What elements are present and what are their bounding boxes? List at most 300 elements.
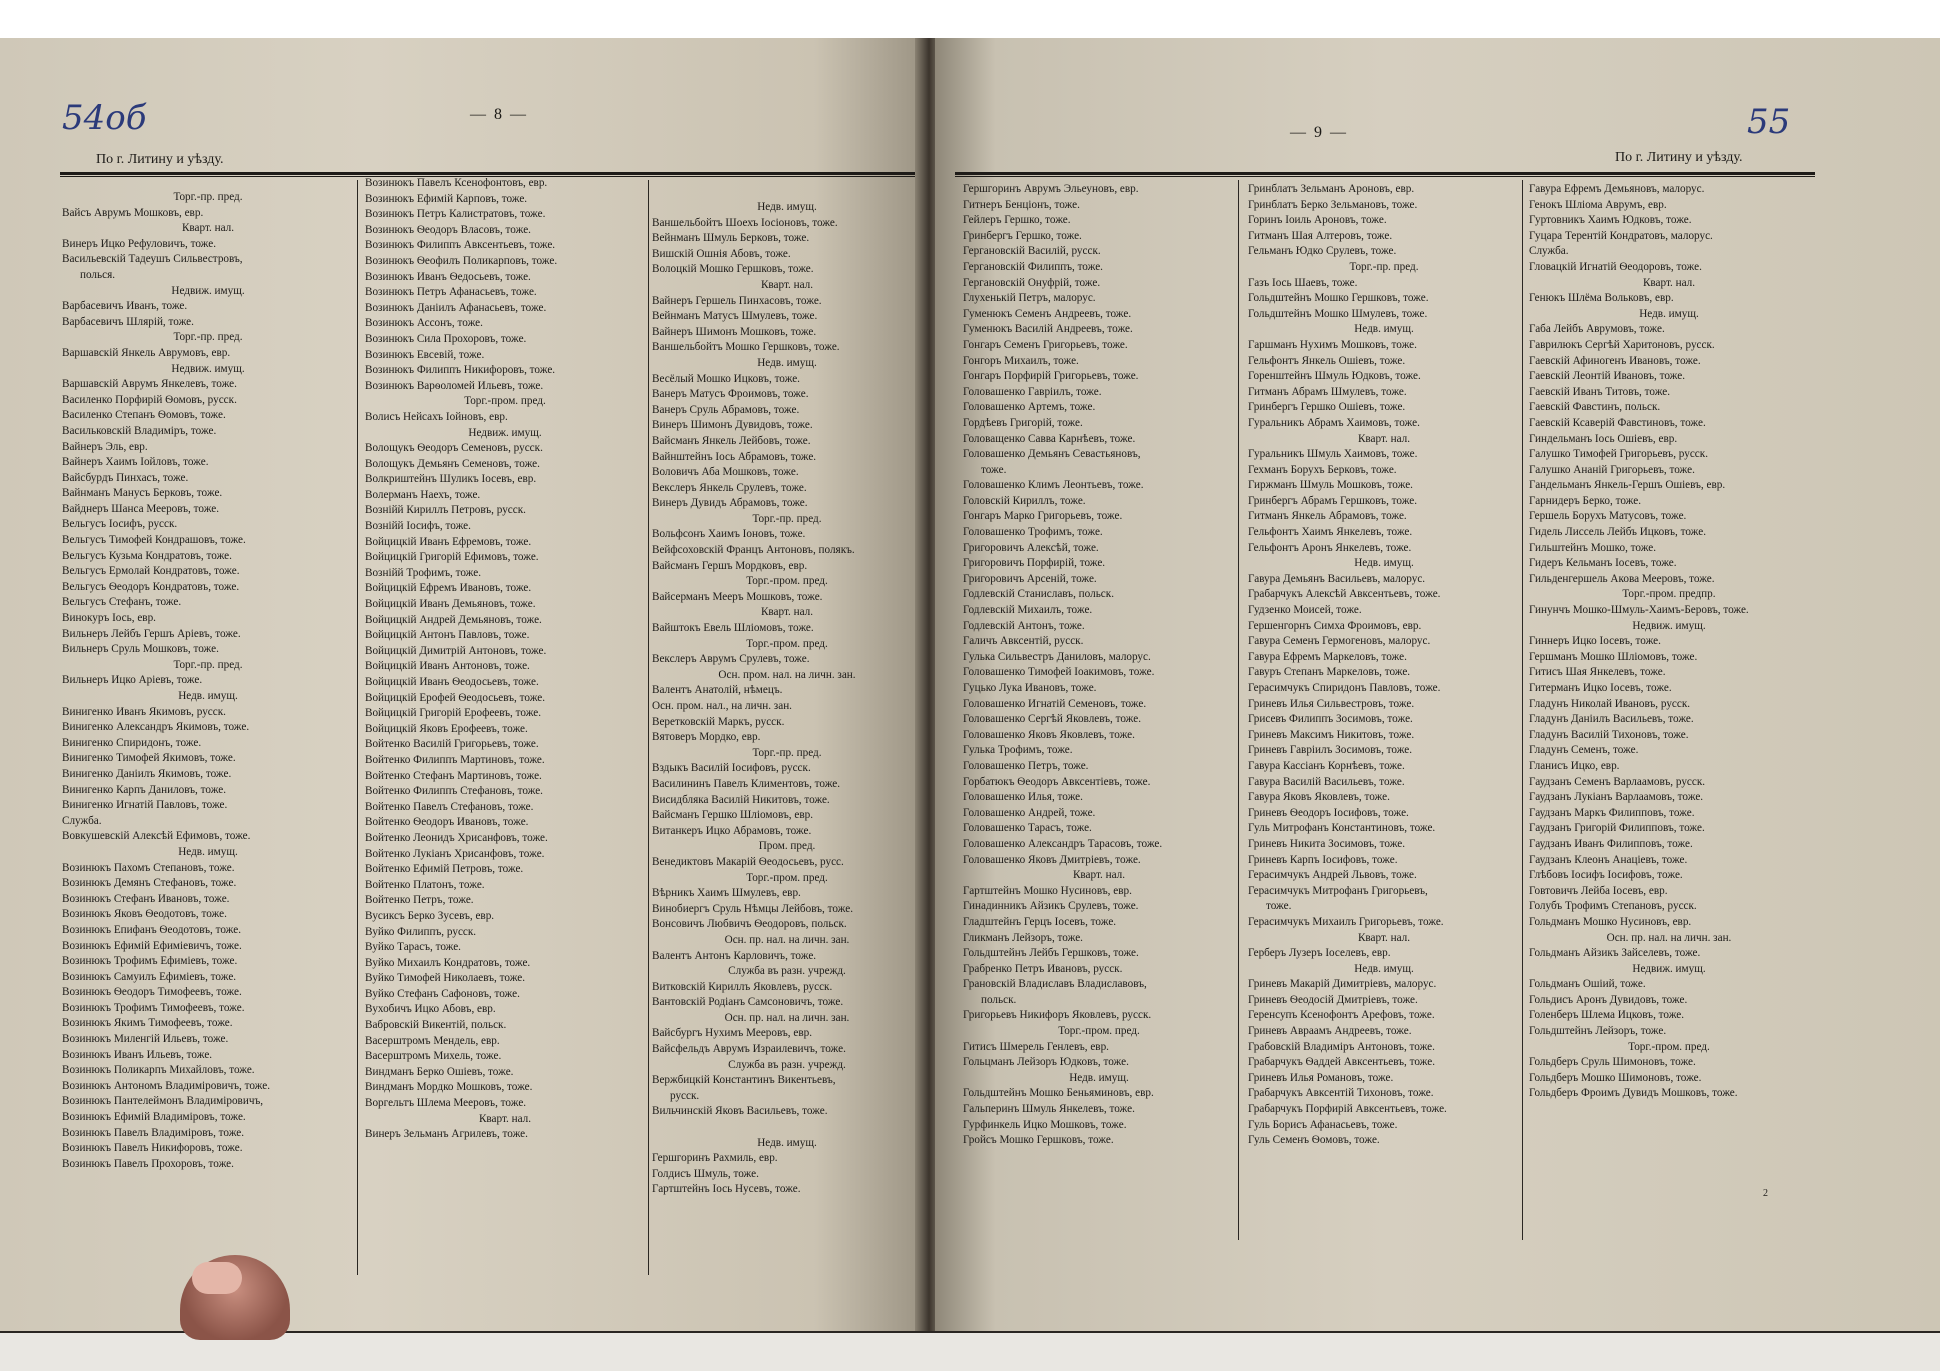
register-entry: Гуменюкъ Семенъ Андреевъ, тоже. [963, 307, 1132, 320]
register-entry: Вайсъ Аврумъ Мошковъ, евр. [62, 206, 204, 219]
register-entry: Головашенко Игнатій Семеновъ, тоже. [963, 697, 1147, 710]
register-entry: Головашенко Сергѣй Яковлевъ, тоже. [963, 713, 1142, 726]
register-entry: Гуральникъ Абрамъ Хаимовъ, тоже. [1248, 416, 1420, 429]
register-entry: Воргельтъ Шлема Мееровъ, тоже. [365, 1097, 527, 1110]
register-entry: Гершгоринъ Рахмиль, евр. [652, 1152, 778, 1165]
register-entry: Винеръ Шимонъ Дувидовъ, тоже. [652, 419, 813, 432]
register-entry: Гандельманъ Янкель-Гершъ Ошіевъ, евр. [1529, 479, 1726, 492]
register-entry: Вильнеръ Лейбъ Гершъ Аріевъ, тоже. [62, 627, 241, 640]
register-entry: Габа Лейбъ Аврумовъ, тоже. [1529, 323, 1665, 336]
register-entry: Гольдманъ Ошіий, тоже. [1529, 978, 1646, 991]
register-entry: Войтенко Филиппъ Мартиновъ, тоже. [365, 753, 545, 766]
header-rule-thin [955, 176, 1815, 177]
page-number: — 8 — [470, 106, 528, 123]
register-entry: Войтенко Ефимій Петровъ, тоже. [365, 863, 524, 876]
register-entry: Войцицкій Иванъ Демьяновъ, тоже. [365, 598, 536, 611]
register-entry: Гольдштейнъ Лейбъ Гершковъ, тоже. [963, 947, 1139, 960]
register-entry: Возинюкъ Евсевій, тоже. [365, 348, 485, 361]
register-entry: Вольфсонъ Хаимъ Іоновъ, тоже. [652, 528, 806, 541]
register-entry: Возинюкъ Ѳеодоръ Власовъ, тоже. [365, 223, 531, 236]
register-entry: Винокуръ Іось, евр. [62, 612, 156, 625]
register-entry: Варшавскій Аврумъ Янкелевъ, тоже. [62, 378, 237, 391]
register-entry: Войтенко Стефанъ Мартиновъ, тоже. [365, 769, 542, 782]
register-entry: Возинюкъ Пантелеймонъ Владиміровичъ, [62, 1095, 264, 1108]
register-entry: Василининъ Павелъ Климентовъ, тоже. [652, 777, 841, 790]
section-heading: Торг.-пром. пред. [746, 575, 828, 588]
register-entry: Гиндельманъ Іось Ошіевъ, евр. [1529, 432, 1678, 445]
register-entry: Волощукъ Демьянъ Семеновъ, тоже. [365, 457, 540, 470]
register-entry: Войтенко Павелъ Стефановъ, тоже. [365, 800, 534, 813]
section-heading: Недвиж. имущ. [171, 284, 245, 297]
register-entry: Галушко Ананій Григорьевъ, тоже. [1529, 463, 1695, 476]
register-entry: Вознійй Кириллъ Петровъ, русск. [365, 504, 526, 517]
register-entry: Гриневъ Илья Романовъ, тоже. [1248, 1071, 1394, 1084]
register-entry: Генюкъ Шлёма Вольковъ, евр. [1529, 292, 1674, 305]
register-entry: Возинюкъ Пахомъ Степановъ, тоже. [62, 861, 235, 874]
register-entry: Возинюкъ Стефанъ Ивановъ, тоже. [62, 892, 230, 905]
register-entry: Вайсманъ Янкель Лейбовъ, тоже. [652, 434, 811, 447]
handwritten-folio-mark: 54об [62, 98, 147, 138]
register-entry: Вайнеръ Эль, евр. [62, 440, 148, 453]
register-entry: Возинюкъ Трофимъ Ефиміевъ, тоже. [62, 955, 238, 968]
register-entry: Гринбергъ Абрамъ Гершковъ, тоже. [1248, 494, 1418, 507]
signature-mark: 2 [1763, 1188, 1768, 1199]
register-entry: Возинюкъ Филиппъ Никифоровъ, тоже. [365, 364, 556, 377]
register-entry: Войцицкій Антонъ Павловъ, тоже. [365, 629, 530, 642]
register-entry: Гольдберъ Мошко Шимоновъ, тоже. [1529, 1071, 1702, 1084]
register-entry: Возинюкъ Ѳеодоръ Тимофеевъ, тоже. [62, 986, 242, 999]
register-entry: Гриневъ Карпъ Іосифовъ, тоже. [1248, 853, 1398, 866]
register-entry: Векслеръ Янкель Срулевъ, тоже. [652, 481, 807, 494]
section-heading: Кварт. нал. [1357, 931, 1411, 944]
register-entry: Гавура Семенъ Гермогеновъ, малорус. [1248, 635, 1431, 648]
register-entry: Грабренко Петръ Ивановъ, русск. [963, 962, 1123, 975]
register-entry: Горбатюкъ Ѳеодоръ Авксентіевъ, тоже. [963, 775, 1151, 788]
register-entry: Грабовскій Владиміръ Антоновъ, тоже. [1248, 1040, 1435, 1053]
register-entry: Служба. [62, 814, 102, 827]
register-entry: Головашенко Илья, тоже. [963, 791, 1083, 804]
register-entry: Вусиксъ Берко Зусевъ, евр. [365, 909, 495, 922]
register-column-3 [1529, 182, 1809, 1102]
register-entry: Головашенко Александръ Тарасовъ, тоже. [963, 837, 1163, 850]
section-heading: Недв. имущ. [757, 1136, 817, 1149]
register-entry: Винигенко Даніилъ Якимовъ, тоже. [62, 767, 232, 780]
register-entry: Гаевскій Фавстинъ, польск. [1529, 401, 1661, 414]
register-entry: Вайсерманъ Мееръ Мошковъ, тоже. [652, 590, 823, 603]
section-heading: Торг.-пр. пред. [173, 331, 243, 344]
register-entry: Григоровичъ Арсеній, тоже. [963, 572, 1097, 585]
register-entry: Войцицкій Григорій Ефимовъ, тоже. [365, 551, 539, 564]
register-entry: Гриневъ Никита Зосимовъ, тоже. [1248, 837, 1406, 850]
register-entry: Гавура Яковъ Яковлевъ, тоже. [1248, 791, 1390, 804]
register-entry: Гринбергъ Гершко, тоже. [963, 229, 1082, 242]
register-entry: Грабарчукъ Авксентій Тихоновъ, тоже. [1248, 1087, 1434, 1100]
register-entry: Гергановскій Онуфрій, тоже. [963, 276, 1101, 289]
register-entry: Войцицкій Димитрій Антоновъ, тоже. [365, 644, 547, 657]
register-entry: Возинюкъ Павелъ Прохоровъ, тоже. [62, 1157, 234, 1170]
register-entry: Вуйко Михаилъ Кондратовъ, тоже. [365, 956, 531, 969]
register-entry: Головашенко Тарасъ, тоже. [963, 822, 1092, 835]
register-entry: Винеръ Ицко Рефуловичъ, тоже. [62, 237, 217, 250]
register-entry: Гуцара Терентій Кондратовъ, малорус. [1529, 229, 1713, 242]
register-entry: Вайсманъ Гершъ Мордковъ, евр. [652, 559, 808, 572]
register-entry: Гриневъ Илья Сильвестровъ, тоже. [1248, 697, 1415, 710]
register-entry: Гольдманъ Айзикъ Зайселевъ, тоже. [1529, 947, 1701, 960]
register-column-1 [62, 190, 354, 1172]
register-entry: Варбасевичъ Шлярій, тоже. [62, 315, 194, 328]
section-heading: Недв. имущ. [178, 845, 238, 858]
register-entry: тоже. [981, 463, 1007, 476]
register-entry: Войтенко Филиппъ Стефановъ, тоже. [365, 785, 543, 798]
section-heading: Кварт. нал. [1357, 432, 1411, 445]
register-entry: Волерманъ Наехъ, тоже. [365, 488, 481, 501]
section-heading: Торг.-пр. пред. [173, 658, 243, 671]
register-entry: Волощукъ Ѳеодоръ Семеновъ, русск. [365, 442, 543, 455]
register-entry: Гершгоринъ Аврумъ Эльеуновъ, евр. [963, 183, 1139, 195]
register-entry: Гиннеръ Ицко Іосевъ, тоже. [1529, 635, 1661, 648]
running-header: По г. Литину и уѣзду. [1615, 150, 1743, 165]
register-entry: Вайднеръ Шанса Мееровъ, тоже. [62, 502, 220, 515]
section-heading: Торг.-пром. пред. [464, 395, 546, 408]
register-entry: Возинюкъ Павелъ Ксенофонтовъ, евр. [365, 177, 548, 189]
register-entry: Гриневъ Ѳеодоръ Іосифовъ, тоже. [1248, 806, 1409, 819]
section-heading: Торг.-пром. пред. [1058, 1025, 1140, 1038]
register-entry: Возинюкъ Даніилъ Афанасьевъ, тоже. [365, 301, 547, 314]
register-entry: Волкриштейнъ Шуликъ Іосевъ, евр. [365, 473, 537, 486]
register-entry: Головашенко Яковъ Дмитріевъ, тоже. [963, 853, 1141, 866]
register-entry: Войцицкій Иванъ Ѳеодосьевъ, тоже. [365, 676, 539, 688]
section-heading: Недвиж. имущ. [171, 362, 245, 375]
register-entry: Глѣбовъ Іосифъ Іосифовъ, тоже. [1529, 869, 1683, 882]
register-entry: Возинюкъ Сила Прохоровъ, тоже. [365, 332, 527, 345]
register-entry: Варбасевичъ Иванъ, тоже. [62, 300, 188, 313]
register-entry: Гулька Сильвестръ Даниловъ, малорус. [963, 650, 1151, 663]
column-divider [357, 180, 358, 1275]
register-entry: Вятоверъ Мордко, евр. [652, 731, 761, 744]
register-entry: Головашенко Климъ Леонтьевъ, тоже. [963, 479, 1144, 492]
register-entry: Вайсманъ Гершко Шліомовъ, евр. [652, 809, 814, 822]
register-entry: Гуль Митрофанъ Константиновъ, тоже. [1248, 822, 1436, 835]
register-entry: Григорьевъ Никифоръ Яковлевъ, русск. [963, 1009, 1152, 1022]
register-entry: Витанкеръ Ицко Абрамовъ, тоже. [652, 824, 812, 837]
register-entry: Гриневъ Ѳеодосій Дмитріевъ, тоже. [1248, 993, 1418, 1006]
section-heading: Недв. имущ. [178, 690, 238, 702]
register-entry: Василенко Степанъ Ѳомовъ, тоже. [62, 409, 226, 422]
register-column-2 [1248, 182, 1520, 1149]
register-entry: Гавура Ефремъ Демьяновъ, малорус. [1529, 183, 1705, 195]
register-entry: Войтенко Леонидъ Хрисанфовъ, тоже. [365, 831, 548, 844]
section-heading: Кварт. нал. [760, 278, 814, 291]
register-entry: Гладунъ Василій Тихоновъ, тоже. [1529, 728, 1689, 741]
section-heading: Торг.-пром. пред. [746, 871, 828, 884]
register-entry: Грановскій Владиславъ Владиславовъ, [963, 978, 1147, 991]
register-entry: Гриневъ Макарій Димитріевъ, малорус. [1248, 978, 1437, 991]
register-entry: Гланисъ Ицко, евр. [1529, 759, 1620, 772]
register-entry: Возинюкъ Якимъ Тимофеевъ, тоже. [62, 1017, 233, 1030]
register-entry: Гаудзанъ Маркъ Филипповъ, тоже. [1529, 806, 1695, 819]
section-heading: Кварт. нал. [1642, 276, 1696, 289]
register-entry: Говтовичъ Лейба Іосевъ, евр. [1529, 884, 1668, 897]
register-entry: Гавура Василій Васильевъ, тоже. [1248, 775, 1405, 788]
section-heading: Торг.-пр. пред. [1349, 260, 1419, 273]
register-entry: Виндманъ Берко Ошіевъ, тоже. [365, 1065, 514, 1078]
register-entry: Васильевскій Тадеушъ Сильвестровъ, [62, 253, 243, 266]
register-entry: Вуйко Стефанъ Сафоновъ, тоже. [365, 987, 520, 1000]
register-entry: Гитерманъ Ицко Іосевъ, тоже. [1529, 682, 1672, 694]
header-rule [955, 172, 1815, 175]
register-entry: Генокъ Шліома Аврумъ, евр. [1529, 198, 1667, 211]
register-entry: Гехманъ Борухъ Берковъ, тоже. [1248, 463, 1397, 476]
register-entry: Вайнманъ Манусъ Берковъ, тоже. [62, 487, 223, 500]
register-entry: Вайсбурдъ Пинхасъ, тоже. [62, 471, 189, 484]
register-entry: Вѣрникъ Хаимъ Шмулевъ, евр. [652, 887, 801, 900]
register-entry: Горенштейнъ Шмуль Юдковъ, тоже. [1248, 370, 1421, 383]
register-entry: Винигенко Александръ Якимовъ, тоже. [62, 721, 250, 734]
register-entry: Галичъ Авксентій, русск. [963, 635, 1084, 648]
register-entry: Гринбергъ Гершко Ошіевъ, тоже. [1248, 401, 1406, 414]
register-entry: Войцицкій Ефремъ Ивановъ, тоже. [365, 582, 532, 595]
register-entry: Виндманъ Мордко Мошковъ, тоже. [365, 1081, 533, 1094]
register-entry: Галушко Тимофей Григорьевъ, русск. [1529, 448, 1709, 461]
section-heading: Торг.-пр. пред. [173, 191, 243, 203]
register-entry: Гройсъ Мошко Гершковъ, тоже. [963, 1134, 1114, 1147]
register-entry: Гладунъ Даніилъ Васильевъ, тоже. [1529, 713, 1694, 726]
register-entry: Гаевскій Ксаверій Фавстиновъ, тоже. [1529, 416, 1706, 429]
register-entry: Винобиергъ Сруль Нѣмцы Лейбовъ, тоже. [652, 902, 853, 915]
section-heading: Недвиж. имущ. [1632, 619, 1706, 632]
register-entry: Гитманъ Абрамъ Шмулевъ, тоже. [1248, 385, 1407, 398]
register-entry: Вейнманъ Матусъ Шмулевъ, тоже. [652, 310, 818, 323]
register-entry: Войтенко Василій Григорьевъ, тоже. [365, 738, 539, 751]
register-entry: Возинюкъ Варѳоломей Ильевъ, тоже. [365, 379, 544, 392]
page-number: — 9 — [1290, 124, 1348, 141]
register-entry: Вабровскій Викентій, польск. [365, 1019, 507, 1032]
register-entry: Григоровичъ Алексѣй, тоже. [963, 541, 1099, 554]
section-heading: Недв. имущ. [757, 356, 817, 369]
register-entry: Грабарчукъ Порфирій Авксентьевъ, тоже. [1248, 1103, 1447, 1116]
register-entry: Гонгаръ Семенъ Григорьевъ, тоже. [963, 338, 1128, 351]
register-entry: Годлевскій Михаилъ, тоже. [963, 604, 1093, 617]
register-entry: Вержбицкій Константинъ Викентьевъ, [652, 1074, 836, 1087]
register-entry: Васерштромъ Михель, тоже. [365, 1050, 502, 1063]
register-entry: Вздыкъ Василій Іосифовъ, русск. [652, 762, 811, 775]
register-entry: Возинюкъ Епифанъ Ѳеодотовъ, тоже. [62, 923, 241, 936]
register-entry: Герасимчукъ Спиридонъ Павловъ, тоже. [1248, 682, 1441, 694]
register-entry: Войцицкій Яковъ Ерофеевъ, тоже. [365, 722, 528, 735]
section-heading: Торг.-пром. предпр. [1622, 588, 1716, 601]
register-entry: Венедиктовъ Макарій Ѳеодосьевъ, русс. [652, 855, 844, 868]
register-entry: Вильчинскій Яковъ Васильевъ, тоже. [652, 1105, 828, 1118]
register-entry: Вельгусъ Тимофей Кондрашовъ, тоже. [62, 534, 246, 547]
section-heading: Недв. имущ. [1354, 962, 1414, 975]
register-entry: Гонгоръ Михаилъ, тоже. [963, 354, 1079, 367]
section-heading: Недв. имущ. [1354, 557, 1414, 570]
register-entry: Гальперинъ Шмуль Янкелевъ, тоже. [963, 1103, 1135, 1116]
register-entry: Гаевскій Иванъ Титовъ, тоже. [1529, 385, 1671, 398]
register-entry: Возинюкъ Павелъ Владиміровъ, тоже. [62, 1126, 245, 1139]
register-entry: Висидбляка Василій Никитовъ, тоже. [652, 793, 830, 806]
register-entry: Служба. [1529, 245, 1569, 258]
register-entry: Ванеръ Сруль Абрамовъ, тоже. [652, 403, 800, 416]
header-rule [60, 172, 920, 175]
register-entry: Вухобичъ Ицко Абовъ, евр. [365, 1003, 496, 1016]
register-entry: Гринблатъ Берко Зельмановъ, тоже. [1248, 198, 1418, 211]
section-heading: Недв. имущ. [1639, 307, 1699, 320]
register-entry: Гольдштейнъ Лейзоръ, тоже. [1529, 1025, 1667, 1038]
register-entry: Василенко Порфирій Ѳомовъ, русск. [62, 393, 237, 406]
register-entry: Вельгусъ Іосифъ, русск. [62, 518, 178, 531]
running-header: По г. Литину и уѣзду. [96, 152, 224, 167]
register-entry: Головашенко Демьянъ Севастьяновъ, [963, 448, 1141, 461]
register-entry: Гольцманъ Лейзоръ Юдковъ, тоже. [963, 1056, 1129, 1069]
register-entry: Возинюкъ Павелъ Никифоровъ, тоже. [62, 1142, 243, 1155]
register-entry: Гельфонтъ Янкель Ошіевъ, тоже. [1248, 354, 1406, 367]
register-entry: Грисевъ Филиппъ Зосимовъ, тоже. [1248, 713, 1413, 726]
register-entry: Геренсупъ Ксенофонтъ Арефовъ, тоже. [1248, 1009, 1435, 1022]
register-entry: Вайнеръ Гершель Пинхасовъ, тоже. [652, 294, 822, 307]
section-heading: Недв. имущ. [1354, 323, 1414, 336]
register-entry: Гаудзанъ Семенъ Варлаамовъ, русск. [1529, 775, 1706, 788]
column-divider [648, 180, 649, 1275]
register-entry: Возинюкъ Демянъ Стефановъ, тоже. [62, 877, 237, 890]
register-entry: Гидель Лиссель Лейбъ Ицковъ, тоже. [1529, 526, 1707, 539]
register-entry: Гуртовникъ Хаимъ Юдковъ, тоже. [1529, 214, 1692, 227]
register-entry: Вайсбургъ Нухимъ Мееровъ, евр. [652, 1027, 812, 1040]
register-entry: Гильштейнъ Мошко, тоже. [1529, 541, 1657, 554]
register-entry: Вайнеръ Шимонъ Мошковъ, тоже. [652, 325, 817, 338]
register-entry: Войцицкій Андрей Демьяновъ, тоже. [365, 613, 542, 626]
register-entry: Гаврилюкъ Сергѣй Харитоновъ, русск. [1529, 338, 1715, 351]
register-entry: Весёлый Мошко Ицковъ, тоже. [652, 372, 800, 385]
register-entry: Вовкушевскій Алексѣй Ефимовъ, тоже. [62, 830, 251, 843]
register-entry: Гартштейнъ Іось Нусевъ, тоже. [652, 1183, 801, 1196]
register-entry: Войцицкій Григорій Ерофеевъ, тоже. [365, 707, 542, 720]
register-entry: Ваншельбойтъ Мошко Гершковъ, тоже. [652, 341, 840, 354]
register-entry: Гриневъ Авраамъ Андреевъ, тоже. [1248, 1025, 1412, 1038]
register-entry: Волоцкій Мошко Гершковъ, тоже. [652, 263, 814, 276]
register-entry: Гаудзанъ Иванъ Филипповъ, тоже. [1529, 837, 1693, 850]
register-entry: Вильнеръ Ицко Аріевъ, тоже. [62, 674, 203, 687]
register-entry: Гулька Трофимъ, тоже. [963, 744, 1073, 757]
register-entry: Возинюкъ Ѳеофилъ Поликарповъ, тоже. [365, 254, 558, 267]
register-entry: Гольдисъ Аронъ Дувидовъ, тоже. [1529, 993, 1688, 1006]
register-column-3 [652, 200, 922, 1198]
register-entry: Горинъ Іоиль Ароновъ, тоже. [1248, 214, 1387, 227]
section-heading: Осн. пр. нал. на личн. зан. [724, 1011, 850, 1024]
register-entry: Винеръ Дувидъ Абрамовъ, тоже. [652, 497, 808, 510]
register-entry: Вельгусъ Ермолай Кондратовъ, тоже. [62, 565, 240, 578]
register-entry: Гаудзанъ Лукіанъ Варлаамовъ, тоже. [1529, 791, 1704, 804]
register-entry: Вельгусъ Кузьма Кондратовъ, тоже. [62, 549, 232, 562]
section-heading: Кварт. нал. [760, 606, 814, 619]
register-entry: Гинунчъ Мошко-Шмуль-Хаимъ-Беровъ, тоже. [1529, 604, 1749, 617]
register-entry: Гавуръ Степанъ Маркеловъ, тоже. [1248, 666, 1411, 679]
register-entry: Войцицкій Иванъ Антоновъ, тоже. [365, 660, 530, 673]
register-entry: Ваншельбойтъ Шоехъ Іосіоновъ, тоже. [652, 216, 838, 229]
register-entry: Возинюкъ Петръ Афанасьевъ, тоже. [365, 286, 537, 299]
register-entry: Гинадинникъ Айзикъ Срулевъ, тоже. [963, 900, 1139, 913]
register-entry: Гринблатъ Зельманъ Ароновъ, евр. [1248, 183, 1415, 195]
register-entry: Гаевскій Леонтій Ивановъ, тоже. [1529, 370, 1686, 383]
handwritten-folio-mark: 55 [1747, 102, 1791, 142]
register-column-1 [963, 182, 1235, 1149]
right-page [935, 38, 1940, 1331]
register-entry: Гликманъ Лейзоръ, тоже. [963, 931, 1083, 944]
register-entry: Гольдберъ Сруль Шимоновъ, тоже. [1529, 1056, 1696, 1069]
register-entry: Герасимчукъ Митрофанъ Григорьевъ, [1248, 884, 1428, 897]
register-entry: Войцицкій Иванъ Ефремовъ, тоже. [365, 535, 532, 548]
register-entry: Войцицкій Ерофей Ѳеодосьевъ, тоже. [365, 691, 546, 704]
register-entry: Гершель Борухъ Матусовъ, тоже. [1529, 510, 1687, 523]
thumbnail [192, 1262, 242, 1294]
register-entry: Гаудзанъ Григорій Филипповъ, тоже. [1529, 822, 1705, 835]
register-entry: Гитнеръ Бенціонъ, тоже. [963, 198, 1080, 211]
register-entry: Гонгаръ Порфирій Григорьевъ, тоже. [963, 370, 1139, 383]
register-entry: Винигенко Спиридонъ, тоже. [62, 736, 202, 749]
register-entry: Головашенко Андрей, тоже. [963, 806, 1096, 819]
register-entry: Герасимчукъ Андрей Львовъ, тоже. [1248, 869, 1417, 882]
register-entry: Гаевскій Афиногенъ Ивановъ, тоже. [1529, 354, 1701, 367]
register-entry: Винигенко Карпъ Даниловъ, тоже. [62, 783, 227, 796]
register-entry: Вантовскій Родіанъ Самсоновичъ, тоже. [652, 996, 844, 1009]
register-entry: Веретковскій Маркъ, русск. [652, 715, 785, 728]
register-entry: Гуральникъ Шмуль Хаимовъ, тоже. [1248, 448, 1418, 461]
register-entry: Вейнманъ Шмуль Берковъ, тоже. [652, 232, 810, 245]
register-entry: Вуйко Тарасъ, тоже. [365, 941, 461, 954]
register-entry: Гаудзанъ Клеонъ Анаціевъ, тоже. [1529, 853, 1688, 866]
register-entry: Варшавскій Янкель Аврумовъ, евр. [62, 346, 231, 359]
register-entry: Гольдманъ Мошко Нусиновъ, евр. [1529, 915, 1692, 928]
section-heading: Осн. пр. нал. на личн. зан. [1606, 931, 1732, 944]
register-entry: Гавура Демьянъ Васильевъ, малорус. [1248, 572, 1426, 585]
register-entry: Гурфинкель Ицко Мошковъ, тоже. [963, 1118, 1127, 1131]
section-heading: Недвиж. имущ. [468, 426, 542, 439]
register-entry: Осн. пром. нал., на личн. зан. [652, 700, 792, 712]
register-entry: Возинюкъ Поликарпъ Михайловъ, тоже. [62, 1064, 255, 1077]
register-entry: Григоровичъ Порфирій, тоже. [963, 557, 1106, 570]
register-entry: Головашенко Петръ, тоже. [963, 759, 1089, 772]
register-entry: Вайштокъ Евель Шліомовъ, тоже. [652, 622, 814, 635]
register-entry: Грабарчукъ Ѳаддей Авксентьевъ, тоже. [1248, 1056, 1436, 1069]
section-heading: Недв. имущ. [757, 201, 817, 213]
section-heading: Осн. пр. нал. на личн. зан. [724, 933, 850, 946]
section-heading: Кварт. нал. [181, 222, 235, 235]
register-entry: Вельгусъ Ѳеодоръ Кондратовъ, тоже. [62, 580, 240, 593]
register-entry: Возинюкъ Трофимъ Тимофеевъ, тоже. [62, 1001, 245, 1014]
register-entry: Головскій Кириллъ, тоже. [963, 494, 1086, 507]
register-entry: Вуйко Филиппъ, русск. [365, 925, 477, 938]
register-entry: Гитманъ Янкель Абрамовъ, тоже. [1248, 510, 1407, 523]
register-entry: Гильденгершель Акова Мееровъ, тоже. [1529, 572, 1715, 585]
register-entry: Гордѣевъ Григорій, тоже. [963, 416, 1083, 429]
register-entry: Возинюкъ Ассонъ, тоже. [365, 317, 483, 330]
register-entry: Возинюкъ Антономъ Владиміровичъ, тоже. [62, 1079, 270, 1092]
register-entry: Годлевскій Станиславъ, польск. [963, 588, 1114, 601]
register-entry: Гартштейнъ Мошко Нусиновъ, евр. [963, 884, 1132, 897]
section-heading: Торг.-пр. пред. [752, 746, 822, 759]
register-entry: Голубъ Трофимъ Степановъ, русск. [1529, 900, 1697, 913]
register-entry: Гладштейнъ Герцъ Іосевъ, тоже. [963, 915, 1117, 928]
section-heading: Осн. пром. нал. на личн. зан. [718, 668, 856, 681]
register-entry: Гиржманъ Шмуль Мошковъ, тоже. [1248, 479, 1413, 492]
register-entry: Гитисъ Шая Янкелевъ, тоже. [1529, 666, 1666, 679]
register-entry: Гельманъ Юдко Срулевъ, тоже. [1248, 245, 1397, 258]
register-entry: Вайсфельдъ Аврумъ Израилевичъ, тоже. [652, 1043, 846, 1056]
register-entry: Головашенко Трофимъ, тоже. [963, 526, 1103, 539]
register-entry: Вильнеръ Сруль Мошковъ, тоже. [62, 643, 219, 656]
register-entry: Гуменюкъ Василій Андреевъ, тоже. [963, 323, 1133, 336]
register-entry: Гергановскій Филиппъ, тоже. [963, 260, 1103, 273]
